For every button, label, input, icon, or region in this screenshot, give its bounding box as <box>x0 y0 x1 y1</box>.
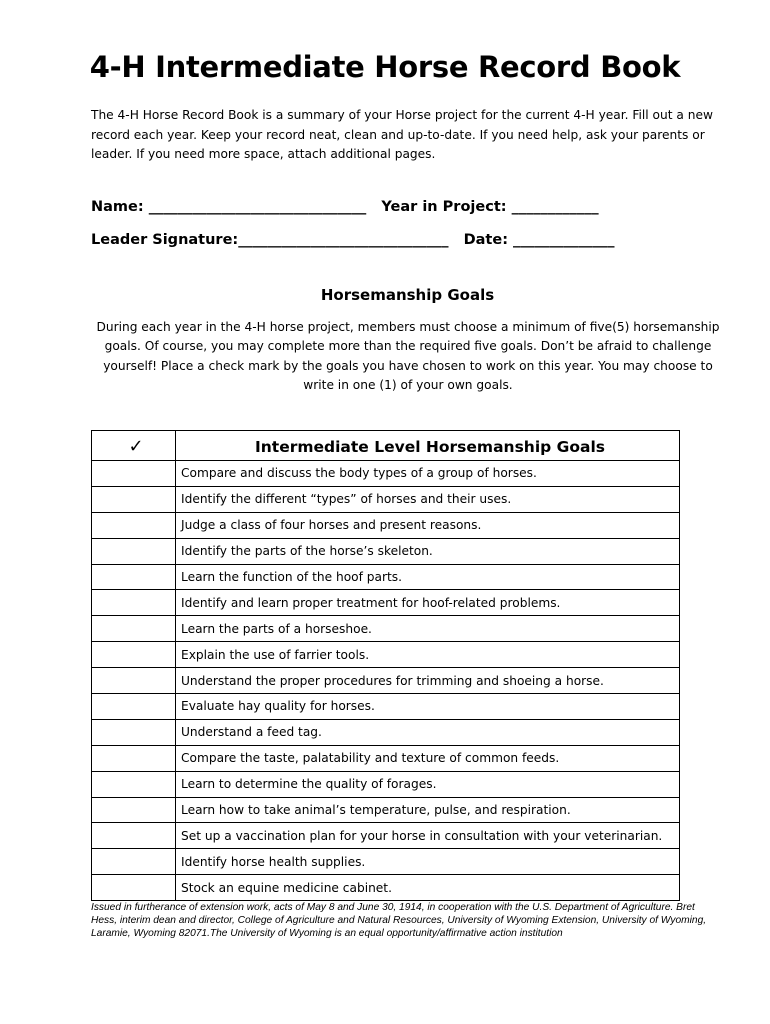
goal-checkbox-cell[interactable] <box>92 616 176 642</box>
goal-checkbox-cell[interactable] <box>92 771 176 797</box>
goal-text: Learn how to take animal’s temperature, pulse, and respiration. <box>176 797 680 823</box>
check-mark-icon: ✓ <box>92 431 176 461</box>
goal-text: Understand the proper procedures for trimming and shoeing a horse. <box>176 668 680 694</box>
table-row <box>92 797 680 823</box>
footer-disclaimer: Issued in furtherance of extension work, acts of May 8 and June 30, 1914, in cooperation with the U.S. Department of Agriculture. Bret Hess, interim dean and director, College of Agriculture and Natural Resources, University of Wyoming Extension, University of Wyoming, Laramie, Wyoming 82071.The University of Wyoming is an equal opportunity/affirmative action institution <box>91 902 707 939</box>
goal-checkbox-cell[interactable] <box>92 642 176 668</box>
goal-text: Learn the parts of a horseshoe. <box>176 616 680 642</box>
goal-checkbox-cell[interactable] <box>92 668 176 694</box>
goal-text: Compare the taste, palatability and texture of common feeds. <box>176 745 680 771</box>
name-year-field-line[interactable]: Name: ______________________________ Year in Project: ____________ <box>91 199 599 215</box>
table-row <box>92 875 680 901</box>
goal-checkbox-cell[interactable] <box>92 590 176 616</box>
leader-date-field-line[interactable]: Leader Signature:_____________________________ Date: ______________ <box>91 232 615 248</box>
table-row <box>92 849 680 875</box>
table-row <box>92 461 680 487</box>
table-row <box>92 771 680 797</box>
goal-text: Identify the different “types” of horses and their uses. <box>176 486 680 512</box>
goal-text: Learn to determine the quality of forages. <box>176 771 680 797</box>
goal-checkbox-cell[interactable] <box>92 461 176 487</box>
goal-text: Learn the function of the hoof parts. <box>176 564 680 590</box>
goals-section-intro: During each year in the 4-H horse project, members must choose a minimum of five(5) horsemanship goals. Of course, you may complete more than the required five goals. Don’t be afraid to challenge yourself! Place a check mark by the goals you have chosen to work on this year. You may choose to write in one (1) of your own goals. <box>96 320 720 392</box>
goal-checkbox-cell[interactable] <box>92 564 176 590</box>
goal-text: Set up a vaccination plan for your horse in consultation with your veterinarian. <box>176 823 680 849</box>
goal-text: Identify and learn proper treatment for hoof-related problems. <box>176 590 680 616</box>
goal-checkbox-cell[interactable] <box>92 797 176 823</box>
goal-checkbox-cell[interactable] <box>92 875 176 901</box>
table-row <box>92 642 680 668</box>
goals-table <box>91 430 680 901</box>
goal-text: Compare and discuss the body types of a group of horses. <box>176 461 680 487</box>
goals-table-header-row <box>92 431 680 461</box>
goal-checkbox-cell[interactable] <box>92 823 176 849</box>
goal-checkbox-cell[interactable] <box>92 849 176 875</box>
goal-checkbox-cell[interactable] <box>92 538 176 564</box>
goal-text: Judge a class of four horses and present reasons. <box>176 512 680 538</box>
table-row <box>92 486 680 512</box>
table-row <box>92 564 680 590</box>
table-row <box>92 823 680 849</box>
goal-checkbox-cell[interactable] <box>92 694 176 720</box>
goal-checkbox-cell[interactable] <box>92 719 176 745</box>
table-row <box>92 512 680 538</box>
table-row <box>92 694 680 720</box>
table-row <box>92 616 680 642</box>
goals-table-body <box>92 461 680 901</box>
table-row <box>92 590 680 616</box>
goals-column-header: Intermediate Level Horsemanship Goals <box>176 431 680 461</box>
goal-text: Explain the use of farrier tools. <box>176 642 680 668</box>
goal-text: Identify horse health supplies. <box>176 849 680 875</box>
table-row <box>92 538 680 564</box>
table-row <box>92 745 680 771</box>
goal-text: Understand a feed tag. <box>176 719 680 745</box>
goal-text: Stock an equine medicine cabinet. <box>176 875 680 901</box>
goal-checkbox-cell[interactable] <box>92 512 176 538</box>
table-row <box>92 719 680 745</box>
table-row <box>92 668 680 694</box>
page-title: 4-H Intermediate Horse Record Book <box>89 50 681 84</box>
goal-text: Identify the parts of the horse’s skeleton. <box>176 538 680 564</box>
goal-checkbox-cell[interactable] <box>92 486 176 512</box>
intro-paragraph: The 4-H Horse Record Book is a summary of your Horse project for the current 4-H year. Fill out a new record each year. Keep your record neat, clean and up-to-date. If you need help, ask your parents or leader. If you need more space, attach additional pages. <box>91 108 713 161</box>
goals-section-title: Horsemanship Goals <box>320 286 495 304</box>
goal-checkbox-cell[interactable] <box>92 745 176 771</box>
goal-text: Evaluate hay quality for horses. <box>176 694 680 720</box>
